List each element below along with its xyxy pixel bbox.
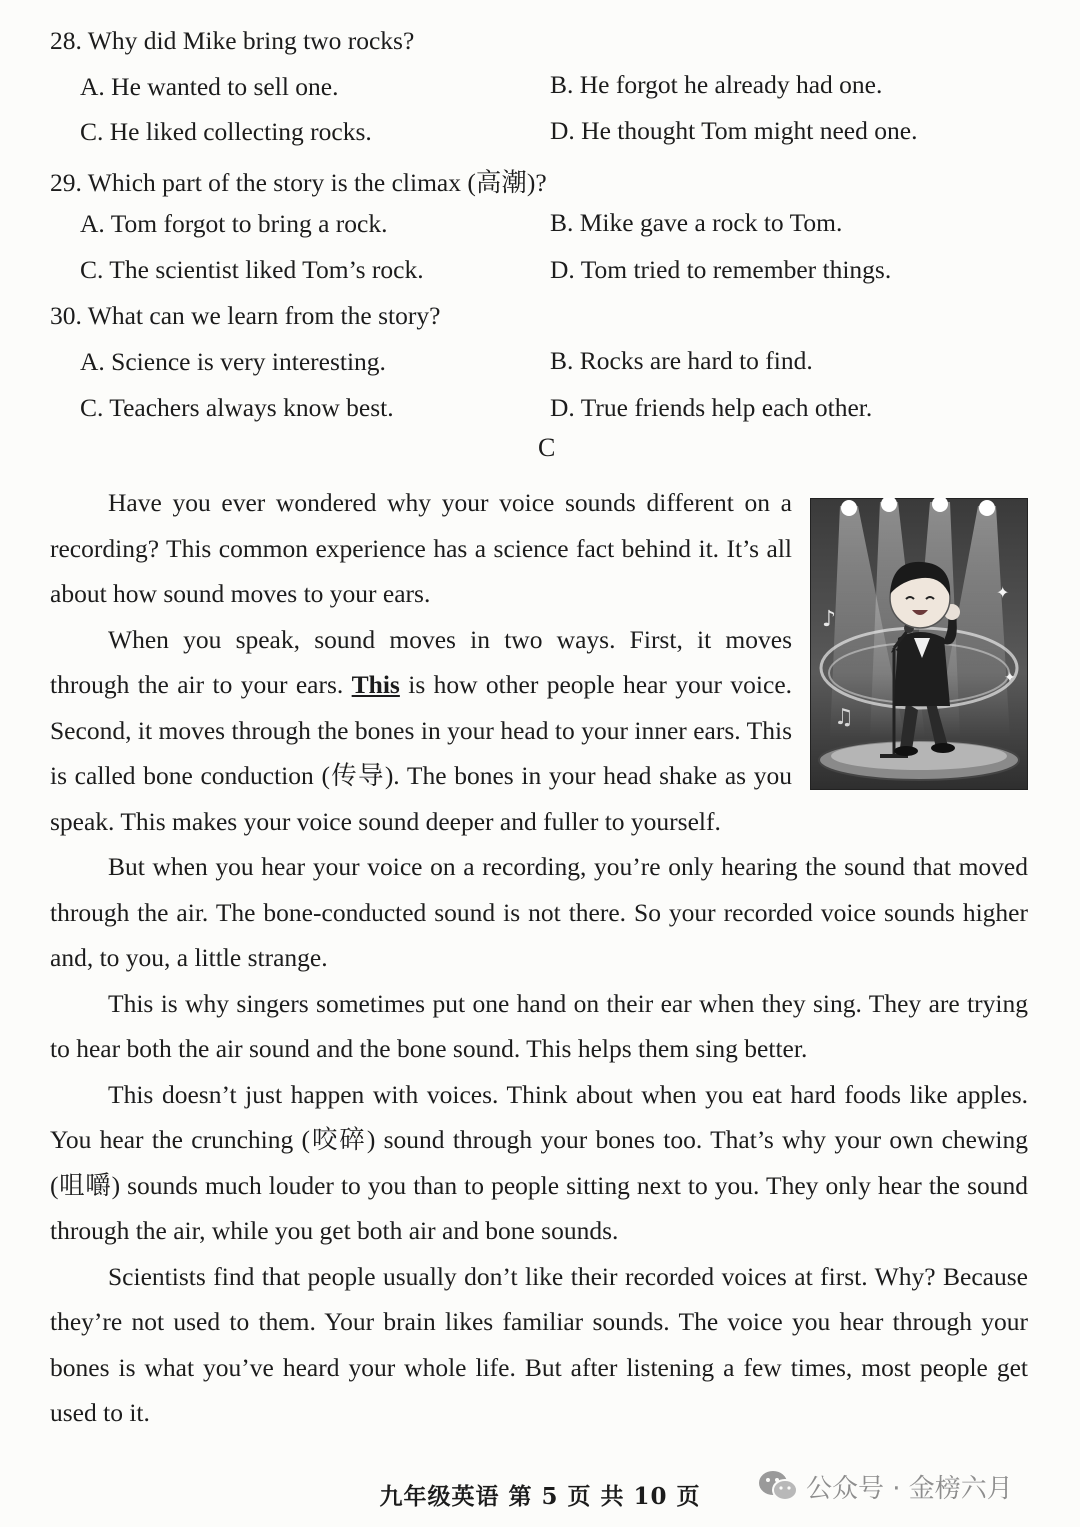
watermark-text: 公众号 · 金榜六月 xyxy=(806,1473,1013,1504)
paragraph-3: But when you hear your voice on a recording, you’re only hearing the sound that moved through the air. The bone-conducted sound is not there. So your recorded voice sounds higher and, to you, a little strange. xyxy=(50,852,1028,972)
question-29-option-d: D. Tom tried to remember things. xyxy=(550,255,892,284)
paragraph-5: This doesn’t just happen with voices. Think about when you eat hard foods like apples. You hear the crunching (咬碎) sound through your bones too. That’s why your own chewing (咀嚼) sounds much louder to you than to people sitting next to you. They only hear the sound through the air, while you get both air and bone sounds. xyxy=(50,1079,1028,1245)
question-30-option-d: D. True friends help each other. xyxy=(550,393,873,422)
question-29-option-b: B. Mike gave a rock to Tom. xyxy=(550,208,843,237)
section-heading: C xyxy=(538,433,556,462)
wechat-icon xyxy=(758,1469,798,1503)
question-30-option-a: A. Science is very interesting. xyxy=(80,347,386,376)
paragraph-1: Have you ever wondered why your voice sounds different on a recording? This common experience has a science fact behind it. It’s all about how sound moves to your ears. xyxy=(50,488,792,608)
page-footer: 九年级英语 第 5 页 共 10 页 xyxy=(379,1483,701,1510)
question-28-option-c: C. He liked collecting rocks. xyxy=(80,117,372,146)
question-29-option-a: A. Tom forgot to bring a rock. xyxy=(80,209,388,238)
question-29-stem: 29. Which part of the story is the climax (高潮)? xyxy=(50,168,547,197)
question-28-option-a: A. He wanted to sell one. xyxy=(80,72,339,101)
paragraph-2-part-1: When you speak, sound moves in two ways. First, it moves through the air to your ears. xyxy=(50,624,792,699)
svg-text:✦: ✦ xyxy=(1004,670,1016,686)
singer-illustration xyxy=(810,498,1028,790)
question-28-stem: 28. Why did Mike bring two rocks? xyxy=(50,26,415,55)
svg-text:♫: ♫ xyxy=(834,705,854,730)
paragraph-6: Scientists find that people usually don’t like their recorded voices at first. Why? Because they’re not used to them. Your brain likes familiar sounds. The voice you hear through your bones is what you’ve heard your whole life. But after listening a few times, most people get used to it. xyxy=(50,1261,1028,1427)
question-30-stem: 30. What can we learn from the story? xyxy=(50,301,441,330)
wechat-watermark xyxy=(758,1466,1013,1506)
question-28-option-b: B. He forgot he already had one. xyxy=(550,70,883,99)
question-28-option-d: D. He thought Tom might need one. xyxy=(550,116,918,145)
question-30-option-c: C. Teachers always know best. xyxy=(80,393,394,422)
question-29-option-c: C. The scientist liked Tom’s rock. xyxy=(80,255,424,284)
svg-text:♪: ♪ xyxy=(822,607,837,632)
paragraph-4: This is why singers sometimes put one hand on their ear when they sing. They are trying to hear both the air sound and the bone sound. This helps them sing better. xyxy=(50,988,1028,1063)
reading-passage xyxy=(50,480,1028,1436)
paragraph-2-part-2: is how other people hear your voice. Second, it moves through the bones in your head to your inner ears. This is called bone conduction (传导). The bones in your head shake as you speak. This makes your voice sound deeper and fuller to yourself. xyxy=(50,670,793,836)
svg-text:✦: ✦ xyxy=(996,583,1010,602)
question-30-option-b: B. Rocks are hard to find. xyxy=(550,346,813,375)
referenced-word-this: This xyxy=(351,670,400,699)
